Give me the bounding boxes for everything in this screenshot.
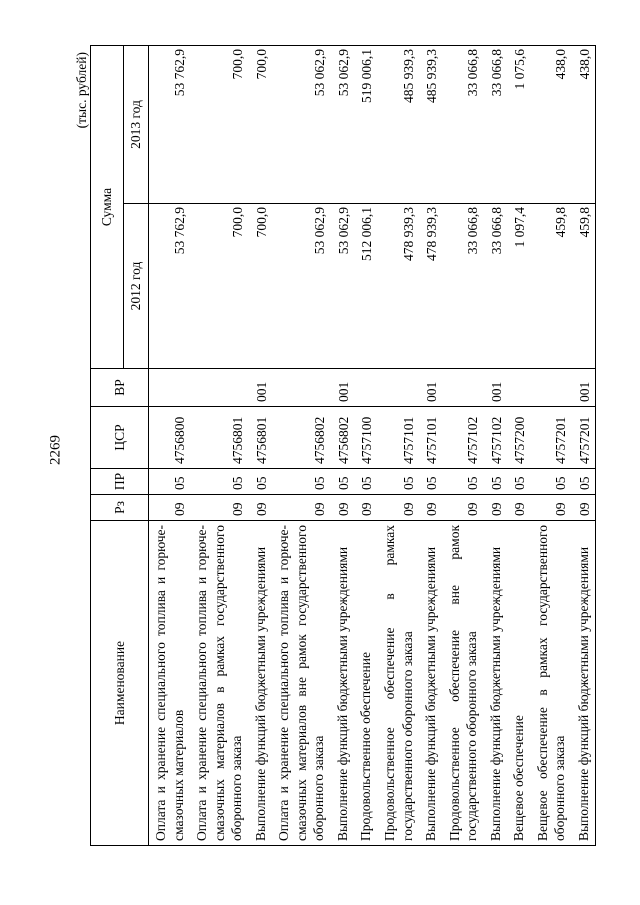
table-row xyxy=(572,45,596,845)
row-csr: 4756800 xyxy=(149,407,191,469)
row-name: Продовольственное обеспечение xyxy=(354,521,378,846)
table-row xyxy=(331,45,355,845)
row-sum-2012: 700,0 xyxy=(190,204,249,369)
row-pr: 05 xyxy=(443,469,484,495)
row-sum-2013: 53 062,9 xyxy=(272,45,331,203)
row-sum-2013: 33 066,8 xyxy=(484,45,508,203)
row-sum-2012: 1 097,4 xyxy=(507,204,531,369)
row-rz: 09 xyxy=(149,495,191,521)
row-sum-2013: 1 075,6 xyxy=(507,45,531,203)
header-year-2012: 2012 год xyxy=(124,204,149,369)
row-pr: 05 xyxy=(190,469,249,495)
row-rz: 09 xyxy=(419,495,443,521)
row-rz: 09 xyxy=(190,495,249,521)
row-pr: 05 xyxy=(572,469,596,495)
row-vr: 001 xyxy=(249,369,273,407)
row-sum-2012: 478 939,3 xyxy=(419,204,443,369)
row-rz: 09 xyxy=(272,495,331,521)
row-vr: 001 xyxy=(331,369,355,407)
row-sum-2013: 53 062,9 xyxy=(331,45,355,203)
row-sum-2013: 485 939,3 xyxy=(419,45,443,203)
row-name: Выполнение функций бюджетными учреждениями xyxy=(419,521,443,846)
row-vr xyxy=(272,369,331,407)
row-sum-2013: 438,0 xyxy=(572,45,596,203)
table-body xyxy=(149,45,596,845)
table-row xyxy=(484,45,508,845)
row-sum-2012: 53 062,9 xyxy=(272,204,331,369)
row-rz: 09 xyxy=(331,495,355,521)
row-csr: 4756801 xyxy=(190,407,249,469)
row-name: Оплата и хранение специального топлива и горюче-смазочных материалов в рамках государственного оборонного заказа xyxy=(190,521,249,846)
header-sum: Сумма xyxy=(91,45,124,368)
table-row xyxy=(378,45,419,845)
row-sum-2013: 700,0 xyxy=(249,45,273,203)
table-row xyxy=(149,45,191,845)
row-sum-2012: 53 062,9 xyxy=(331,204,355,369)
row-name: Оплата и хранение специального топлива и горюче-смазочных материалов xyxy=(149,521,191,846)
header-year-2013: 2013 год xyxy=(124,45,149,203)
table-row xyxy=(249,45,273,845)
row-name: Вещевое обеспечение xyxy=(507,521,531,846)
row-vr xyxy=(443,369,484,407)
budget-table xyxy=(90,45,596,846)
row-pr: 05 xyxy=(272,469,331,495)
header-csr: ЦСР xyxy=(91,407,149,469)
row-vr xyxy=(149,369,191,407)
row-vr xyxy=(190,369,249,407)
table-row xyxy=(354,45,378,845)
row-sum-2012: 33 066,8 xyxy=(484,204,508,369)
table-row xyxy=(419,45,443,845)
row-sum-2012: 478 939,3 xyxy=(378,204,419,369)
row-pr: 05 xyxy=(419,469,443,495)
row-pr: 05 xyxy=(531,469,572,495)
row-name: Выполнение функций бюджетными учреждениями xyxy=(484,521,508,846)
row-vr: 001 xyxy=(419,369,443,407)
row-pr: 05 xyxy=(331,469,355,495)
row-vr xyxy=(378,369,419,407)
row-rz: 09 xyxy=(531,495,572,521)
row-vr: 001 xyxy=(572,369,596,407)
row-pr: 05 xyxy=(354,469,378,495)
header-vr: ВР xyxy=(91,369,149,407)
unit-note: (тыс. рублей) xyxy=(74,52,89,129)
row-csr: 4756801 xyxy=(249,407,273,469)
row-csr: 4757100 xyxy=(354,407,378,469)
row-vr: 001 xyxy=(484,369,508,407)
row-sum-2012: 53 762,9 xyxy=(149,204,191,369)
row-sum-2013: 519 006,1 xyxy=(354,45,378,203)
row-name: Выполнение функций бюджетными учреждениями xyxy=(249,521,273,846)
row-vr xyxy=(507,369,531,407)
row-csr: 4757101 xyxy=(378,407,419,469)
row-name: Продовольственное обеспечение вне рамок государственного оборонного заказа xyxy=(443,521,484,846)
row-sum-2012: 700,0 xyxy=(249,204,273,369)
row-pr: 05 xyxy=(249,469,273,495)
row-name: Выполнение функций бюджетными учреждениями xyxy=(572,521,596,846)
row-sum-2013: 53 762,9 xyxy=(149,45,191,203)
row-sum-2012: 33 066,8 xyxy=(443,204,484,369)
row-rz: 09 xyxy=(484,495,508,521)
row-pr: 05 xyxy=(378,469,419,495)
table-row xyxy=(272,45,331,845)
row-rz: 09 xyxy=(249,495,273,521)
row-vr xyxy=(531,369,572,407)
row-sum-2013: 485 939,3 xyxy=(378,45,419,203)
page-number: 2269 xyxy=(47,435,64,465)
row-pr: 05 xyxy=(507,469,531,495)
row-csr: 4756802 xyxy=(272,407,331,469)
row-rz: 09 xyxy=(443,495,484,521)
row-csr: 4757102 xyxy=(443,407,484,469)
header-name: Наименование xyxy=(91,521,149,846)
row-pr: 05 xyxy=(484,469,508,495)
row-csr: 4757201 xyxy=(572,407,596,469)
row-rz: 09 xyxy=(572,495,596,521)
row-name: Оплата и хранение специального топлива и горюче-смазочных материалов вне рамок государственного оборонного заказа xyxy=(272,521,331,846)
row-csr: 4757200 xyxy=(507,407,531,469)
row-sum-2012: 512 006,1 xyxy=(354,204,378,369)
row-vr xyxy=(354,369,378,407)
row-sum-2013: 33 066,8 xyxy=(443,45,484,203)
row-pr: 05 xyxy=(149,469,191,495)
table-row xyxy=(507,45,531,845)
row-rz: 09 xyxy=(378,495,419,521)
row-csr: 4757201 xyxy=(531,407,572,469)
row-csr: 4756802 xyxy=(331,407,355,469)
table-row xyxy=(531,45,572,845)
row-sum-2012: 459,8 xyxy=(531,204,572,369)
row-name: Вещевое обеспечение в рамках государственного оборонного заказа xyxy=(531,521,572,846)
rotated-page xyxy=(72,46,592,846)
table-row xyxy=(190,45,249,845)
row-rz: 09 xyxy=(507,495,531,521)
row-csr: 4757102 xyxy=(484,407,508,469)
row-sum-2013: 700,0 xyxy=(190,45,249,203)
row-name: Выполнение функций бюджетными учреждениями xyxy=(331,521,355,846)
row-rz: 09 xyxy=(354,495,378,521)
row-sum-2013: 438,0 xyxy=(531,45,572,203)
header-rz: Рз xyxy=(91,495,149,521)
header-pr: ПР xyxy=(91,469,149,495)
row-csr: 4757101 xyxy=(419,407,443,469)
row-sum-2012: 459,8 xyxy=(572,204,596,369)
row-name: Продовольственное обеспечение в рамках государственного оборонного заказа xyxy=(378,521,419,846)
table-row xyxy=(443,45,484,845)
